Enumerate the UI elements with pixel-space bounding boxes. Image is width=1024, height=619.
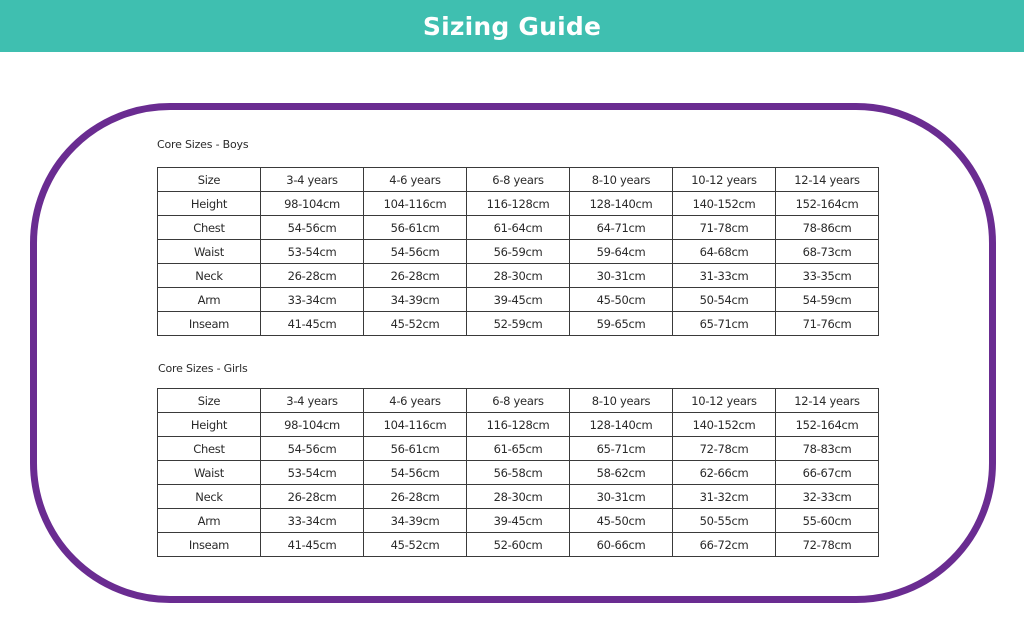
table-cell: 30-31cm xyxy=(570,485,673,509)
page-title: Sizing Guide xyxy=(422,11,602,41)
table-cell: 10-12 years xyxy=(673,389,776,413)
row-label-cell: Height xyxy=(158,192,261,216)
table-cell: 104-116cm xyxy=(364,413,467,437)
table-cell: 8-10 years xyxy=(570,389,673,413)
table-row xyxy=(158,240,879,264)
table-row xyxy=(158,288,879,312)
table-cell: 52-60cm xyxy=(467,533,570,557)
row-label-cell: Waist xyxy=(158,240,261,264)
table-cell: 41-45cm xyxy=(261,312,364,336)
table-cell: 55-60cm xyxy=(776,509,879,533)
table-cell: 50-55cm xyxy=(673,509,776,533)
table-row xyxy=(158,533,879,557)
table-cell: 26-28cm xyxy=(364,485,467,509)
table-cell: 31-32cm xyxy=(673,485,776,509)
girls-section-title: Core Sizes - Girls xyxy=(158,362,248,375)
table-cell: 56-59cm xyxy=(467,240,570,264)
table-cell: 33-34cm xyxy=(261,509,364,533)
table-cell: 4-6 years xyxy=(364,389,467,413)
boys-size-table xyxy=(157,167,879,336)
table-cell: 12-14 years xyxy=(776,389,879,413)
table-cell: 45-50cm xyxy=(570,509,673,533)
table-cell: 32-33cm xyxy=(776,485,879,509)
row-label-cell: Neck xyxy=(158,485,261,509)
table-cell: 54-56cm xyxy=(364,461,467,485)
table-cell: 64-71cm xyxy=(570,216,673,240)
row-label-cell: Arm xyxy=(158,509,261,533)
table-cell: 54-56cm xyxy=(261,437,364,461)
table-cell: 39-45cm xyxy=(467,509,570,533)
table-cell: 62-66cm xyxy=(673,461,776,485)
table-cell: 33-35cm xyxy=(776,264,879,288)
table-cell: 52-59cm xyxy=(467,312,570,336)
table-cell: 4-6 years xyxy=(364,168,467,192)
table-cell: 59-65cm xyxy=(570,312,673,336)
table-cell: 26-28cm xyxy=(364,264,467,288)
table-cell: 53-54cm xyxy=(261,240,364,264)
table-row xyxy=(158,485,879,509)
girls-size-table xyxy=(157,388,879,557)
table-cell: 140-152cm xyxy=(673,413,776,437)
header-row xyxy=(158,168,879,192)
row-label-cell: Size xyxy=(158,168,261,192)
table-cell: 54-56cm xyxy=(364,240,467,264)
table-row xyxy=(158,461,879,485)
table-cell: 30-31cm xyxy=(570,264,673,288)
table-cell: 72-78cm xyxy=(776,533,879,557)
table-cell: 26-28cm xyxy=(261,485,364,509)
table-cell: 3-4 years xyxy=(261,389,364,413)
table-row xyxy=(158,413,879,437)
table-cell: 50-54cm xyxy=(673,288,776,312)
row-label-cell: Inseam xyxy=(158,533,261,557)
row-label-cell: Inseam xyxy=(158,312,261,336)
table-cell: 116-128cm xyxy=(467,413,570,437)
table-cell: 71-76cm xyxy=(776,312,879,336)
table-cell: 6-8 years xyxy=(467,389,570,413)
table-cell: 28-30cm xyxy=(467,264,570,288)
table-cell: 45-52cm xyxy=(364,312,467,336)
table-cell: 8-10 years xyxy=(570,168,673,192)
table-cell: 104-116cm xyxy=(364,192,467,216)
table-row xyxy=(158,312,879,336)
table-row xyxy=(158,437,879,461)
row-label-cell: Size xyxy=(158,389,261,413)
table-cell: 3-4 years xyxy=(261,168,364,192)
table-cell: 54-59cm xyxy=(776,288,879,312)
table-cell: 72-78cm xyxy=(673,437,776,461)
table-cell: 58-62cm xyxy=(570,461,673,485)
table-cell: 152-164cm xyxy=(776,192,879,216)
table-cell: 39-45cm xyxy=(467,288,570,312)
row-label-cell: Height xyxy=(158,413,261,437)
row-label-cell: Waist xyxy=(158,461,261,485)
table-cell: 140-152cm xyxy=(673,192,776,216)
table-cell: 56-61cm xyxy=(364,437,467,461)
table-cell: 78-83cm xyxy=(776,437,879,461)
table-cell: 6-8 years xyxy=(467,168,570,192)
table-cell: 128-140cm xyxy=(570,192,673,216)
table-cell: 66-67cm xyxy=(776,461,879,485)
table-cell: 60-66cm xyxy=(570,533,673,557)
row-label-cell: Arm xyxy=(158,288,261,312)
table-cell: 10-12 years xyxy=(673,168,776,192)
table-cell: 54-56cm xyxy=(261,216,364,240)
table-cell: 98-104cm xyxy=(261,192,364,216)
table-cell: 45-50cm xyxy=(570,288,673,312)
table-cell: 34-39cm xyxy=(364,288,467,312)
boys-section-title: Core Sizes - Boys xyxy=(157,138,249,151)
table-cell: 65-71cm xyxy=(673,312,776,336)
table-cell: 33-34cm xyxy=(261,288,364,312)
table-row xyxy=(158,192,879,216)
table-cell: 45-52cm xyxy=(364,533,467,557)
table-cell: 71-78cm xyxy=(673,216,776,240)
table-cell: 61-65cm xyxy=(467,437,570,461)
table-cell: 56-61cm xyxy=(364,216,467,240)
table-cell: 59-64cm xyxy=(570,240,673,264)
table-cell: 56-58cm xyxy=(467,461,570,485)
table-cell: 28-30cm xyxy=(467,485,570,509)
header-banner xyxy=(0,0,1024,52)
table-cell: 34-39cm xyxy=(364,509,467,533)
table-cell: 61-64cm xyxy=(467,216,570,240)
table-cell: 31-33cm xyxy=(673,264,776,288)
row-label-cell: Chest xyxy=(158,216,261,240)
table-cell: 116-128cm xyxy=(467,192,570,216)
table-cell: 65-71cm xyxy=(570,437,673,461)
table-cell: 98-104cm xyxy=(261,413,364,437)
table-row xyxy=(158,264,879,288)
table-cell: 12-14 years xyxy=(776,168,879,192)
table-row xyxy=(158,216,879,240)
table-cell: 78-86cm xyxy=(776,216,879,240)
table-cell: 41-45cm xyxy=(261,533,364,557)
header-row xyxy=(158,389,879,413)
table-cell: 152-164cm xyxy=(776,413,879,437)
table-row xyxy=(158,509,879,533)
table-cell: 128-140cm xyxy=(570,413,673,437)
table-cell: 68-73cm xyxy=(776,240,879,264)
row-label-cell: Neck xyxy=(158,264,261,288)
table-cell: 66-72cm xyxy=(673,533,776,557)
row-label-cell: Chest xyxy=(158,437,261,461)
table-cell: 26-28cm xyxy=(261,264,364,288)
table-cell: 64-68cm xyxy=(673,240,776,264)
table-cell: 53-54cm xyxy=(261,461,364,485)
